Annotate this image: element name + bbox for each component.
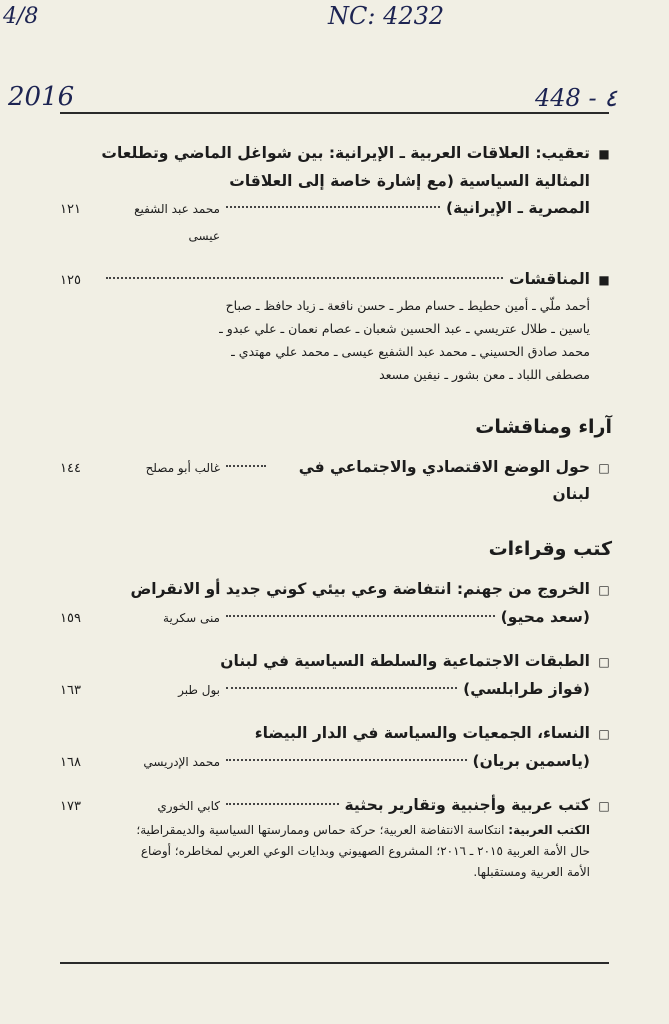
- entry-book-author: (ياسمين بريان): [472, 752, 590, 770]
- entry-page-number: ١٤٤: [60, 461, 81, 476]
- empty-square-bullet-icon: □: [598, 461, 610, 475]
- handwritten-catalog-number: NC: 4232: [328, 2, 445, 30]
- entry-book-author: (سعد محيو): [500, 608, 590, 626]
- handwritten-reference: 448 - ٤: [535, 84, 618, 112]
- empty-square-bullet-icon: □: [598, 727, 610, 741]
- entry-description: [120, 820, 590, 883]
- section-heading-opinions: آراء ومناقشات: [475, 416, 612, 438]
- toc-entry-book: [60, 720, 612, 776]
- filled-square-bullet-icon: ■: [598, 273, 610, 287]
- participants-line: محمد صادق الحسيني ـ محمد عبد الشفيع عيسى ـ محمد علي مهتدي ـ: [231, 344, 590, 359]
- entry-author: محمد عبد الشفيع عيسى: [134, 202, 220, 243]
- participants-line: أحمد ملّي ـ أمين حطيط ـ حسام مطر ـ حسن نافعة ـ زياد حافظ ـ صباح: [225, 298, 590, 313]
- entry-page-number: ١٦٨: [60, 755, 81, 770]
- dot-leader: [226, 615, 495, 617]
- dot-leader: [226, 803, 339, 805]
- entry-author: بول طبر: [178, 683, 220, 697]
- entry-author: كابي الخوري: [157, 799, 220, 813]
- toc-entry-book-reports: [60, 792, 612, 883]
- participants-list: [120, 294, 590, 386]
- entry-title: كتب عربية وأجنبية وتقارير بحثية: [344, 796, 590, 814]
- participants-line: ياسين ـ طلال عتريسي ـ عبد الحسين شعبان ـ عصام نعمان ـ علي عبدو ـ: [219, 321, 590, 336]
- entry-title: المناقشات: [509, 270, 590, 288]
- dot-leader: [106, 277, 503, 279]
- toc-entry-book: [60, 576, 612, 632]
- entry-title-line: المصرية ـ الإيرانية): [445, 199, 590, 217]
- entry-title-line: المثالية السياسية (مع إشارة خاصة إلى العلاقات: [229, 172, 590, 190]
- entry-author: غالب أبو مصلح: [145, 461, 220, 475]
- toc-entry-opinion: [60, 454, 612, 508]
- entry-page-number: ١٢٥: [60, 273, 81, 288]
- toc-entry-commentary: [60, 140, 612, 250]
- entry-book-author: (فواز طرابلسي): [463, 680, 590, 698]
- entry-author: منى سكرية: [163, 611, 220, 625]
- handwritten-year: 2016: [8, 82, 75, 112]
- description-label: الكتب العربية:: [508, 823, 590, 837]
- entry-title: حول الوضع الاقتصادي والاجتماعي في لبنان: [298, 458, 590, 503]
- empty-square-bullet-icon: □: [598, 799, 610, 813]
- entry-author: محمد الإدريسي: [143, 755, 220, 769]
- toc-entry-discussions: [60, 266, 612, 386]
- empty-square-bullet-icon: □: [598, 583, 610, 597]
- participants-line: مصطفى اللباد ـ معن بشور ـ نيفين مسعد: [379, 367, 590, 382]
- entry-page-number: ١٢١: [60, 202, 81, 217]
- dot-leader: [226, 687, 457, 689]
- description-text: انتكاسة الانتفاضة العربية؛ حركة حماس وممارستها السياسية والديمقراطية؛ حال الأمة العربية ٢٠١٥ ـ ٢٠١٦؛ المشروع الصهيوني وبدايات الوعي العربي لمخاطره؛ أوضاع الأمة العربية ومستقبلها.: [136, 823, 590, 879]
- entry-title: الطبقات الاجتماعية والسلطة السياسية في لبنان: [220, 652, 590, 670]
- entry-title: الخروج من جهنم: انتفاضة وعي بيئي كوني جديد أو الانقراض: [130, 580, 590, 598]
- table-of-contents: [60, 140, 612, 899]
- dot-leader: [226, 759, 467, 761]
- entry-page-number: ١٦٣: [60, 683, 81, 698]
- section-heading-books: كتب وقراءات: [488, 538, 612, 560]
- top-rule: [60, 112, 609, 114]
- filled-square-bullet-icon: ■: [598, 147, 610, 161]
- entry-title-line: تعقيب: العلاقات العربية ـ الإيرانية: بين شواغل الماضي وتطلعات: [101, 144, 590, 162]
- dot-leader: [226, 206, 440, 208]
- dot-leader: [226, 465, 266, 467]
- entry-page-number: ١٧٣: [60, 799, 81, 814]
- toc-entry-book: [60, 648, 612, 704]
- entry-page-number: ١٥٩: [60, 611, 81, 626]
- entry-title: النساء، الجمعيات والسياسة في الدار البيضاء: [254, 724, 590, 742]
- handwritten-top-left: 4/8: [3, 4, 39, 29]
- bottom-rule: [60, 962, 609, 964]
- empty-square-bullet-icon: □: [598, 655, 610, 669]
